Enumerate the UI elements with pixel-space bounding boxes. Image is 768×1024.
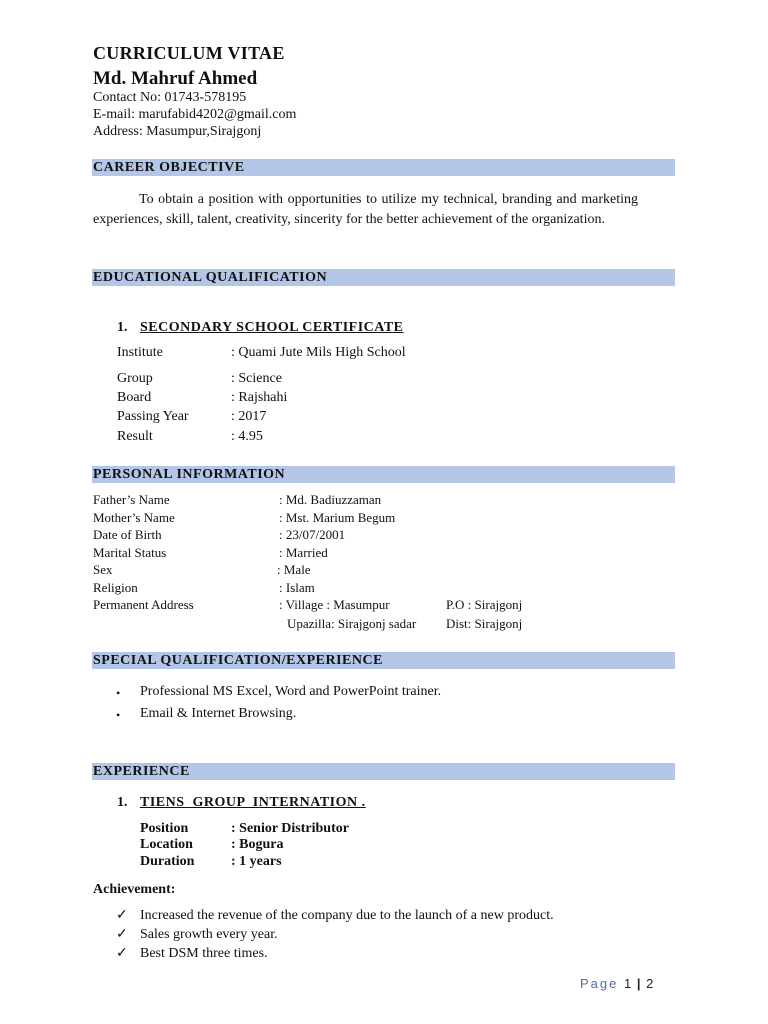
exp-row-value: : Senior Distributor bbox=[231, 821, 349, 836]
special-item: Email & Internet Browsing. bbox=[140, 706, 297, 721]
edu-row-value: : 2017 bbox=[231, 409, 267, 424]
edu-row-label: Result bbox=[117, 429, 153, 444]
upazilla: Upazilla: Sirajgonj sadar bbox=[287, 616, 417, 631]
personal-row-label: Permanent Address bbox=[93, 597, 194, 612]
edu-row-value: : 4.95 bbox=[231, 429, 263, 444]
page-total: 2 bbox=[646, 976, 654, 991]
personal-row-label: Marital Status bbox=[93, 545, 167, 560]
bullet-icon: • bbox=[116, 686, 121, 700]
checkmark-icon: ✓ bbox=[116, 908, 128, 923]
special-qualification-heading: SPECIAL QUALIFICATION/EXPERIENCE bbox=[92, 652, 675, 669]
personal-row-value: : Islam bbox=[279, 580, 315, 595]
achievement-item: Best DSM three times. bbox=[140, 946, 268, 961]
personal-row-value: : Md. Badiuzzaman bbox=[279, 492, 382, 507]
page-word: Page bbox=[580, 976, 619, 991]
exp-row-value: : 1 years bbox=[231, 854, 282, 869]
candidate-name: Md. Mahruf Ahmed bbox=[93, 68, 258, 89]
checkmark-icon: ✓ bbox=[116, 946, 128, 961]
personal-row-label: Mother’s Name bbox=[93, 510, 175, 525]
achievement-item: Increased the revenue of the company due to the launch of a new product. bbox=[140, 908, 554, 923]
personal-row-label: Sex bbox=[93, 562, 113, 577]
edu-row-label: Institute bbox=[117, 345, 163, 360]
achievement-item: Sales growth every year. bbox=[140, 927, 278, 942]
education-heading: EDUCATIONAL QUALIFICATION bbox=[92, 269, 675, 286]
exp-row-label: Location bbox=[140, 837, 193, 852]
experience-heading: EXPERIENCE bbox=[92, 763, 675, 780]
personal-row-value: : Male bbox=[277, 562, 311, 577]
personal-info-heading: PERSONAL INFORMATION bbox=[92, 466, 675, 483]
edu-row-label: Board bbox=[117, 390, 152, 405]
page-separator: | bbox=[636, 976, 641, 991]
personal-row-value: : Village : Masumpur bbox=[279, 597, 390, 612]
experience-item-title: TIENS GROUP INTERNATION . bbox=[140, 795, 366, 810]
achievement-label: Achievement: bbox=[93, 882, 176, 897]
special-item: Professional MS Excel, Word and PowerPoint trainer. bbox=[140, 684, 442, 699]
document-title: CURRICULUM VITAE bbox=[93, 43, 285, 63]
post-office: P.O : Sirajgonj bbox=[446, 597, 523, 612]
edu-row-value: : Quami Jute Mils High School bbox=[231, 345, 406, 360]
edu-row-label: Group bbox=[117, 371, 153, 386]
edu-row-value: : Rajshahi bbox=[231, 390, 288, 405]
checkmark-icon: ✓ bbox=[116, 927, 128, 942]
personal-row-label: Date of Birth bbox=[93, 527, 162, 542]
contact-number: Contact No: 01743-578195 bbox=[93, 90, 247, 105]
personal-row-value: : 23/07/2001 bbox=[279, 527, 346, 542]
postal-address: Address: Masumpur,Sirajgonj bbox=[93, 124, 262, 139]
edu-row-value: : Science bbox=[231, 371, 282, 386]
career-objective-heading: CAREER OBJECTIVE bbox=[92, 159, 675, 176]
education-item-number: 1. bbox=[117, 320, 128, 335]
exp-row-label: Position bbox=[140, 821, 189, 836]
edu-row-label: Passing Year bbox=[117, 409, 189, 424]
page-footer bbox=[580, 976, 653, 991]
exp-row-value: : Bogura bbox=[231, 837, 284, 852]
personal-row-label: Religion bbox=[93, 580, 138, 595]
exp-row-label: Duration bbox=[140, 854, 195, 869]
career-objective-text: To obtain a position with opportunities to utilize my technical, branding and marketing experiences, skill, talent, creativity, sincerity for the better achievement of the organization. bbox=[93, 192, 638, 227]
bullet-icon: • bbox=[116, 708, 121, 722]
personal-row-value: : Mst. Marium Begum bbox=[279, 510, 396, 525]
page-number: 1 bbox=[624, 976, 632, 991]
email-address: E-mail: marufabid4202@gmail.com bbox=[93, 107, 297, 122]
experience-item-number: 1. bbox=[117, 795, 128, 810]
personal-row-label: Father’s Name bbox=[93, 492, 170, 507]
education-item-title: SECONDARY SCHOOL CERTIFICATE bbox=[140, 320, 404, 335]
district: Dist: Sirajgonj bbox=[446, 616, 523, 631]
personal-row-value: : Married bbox=[279, 545, 328, 560]
